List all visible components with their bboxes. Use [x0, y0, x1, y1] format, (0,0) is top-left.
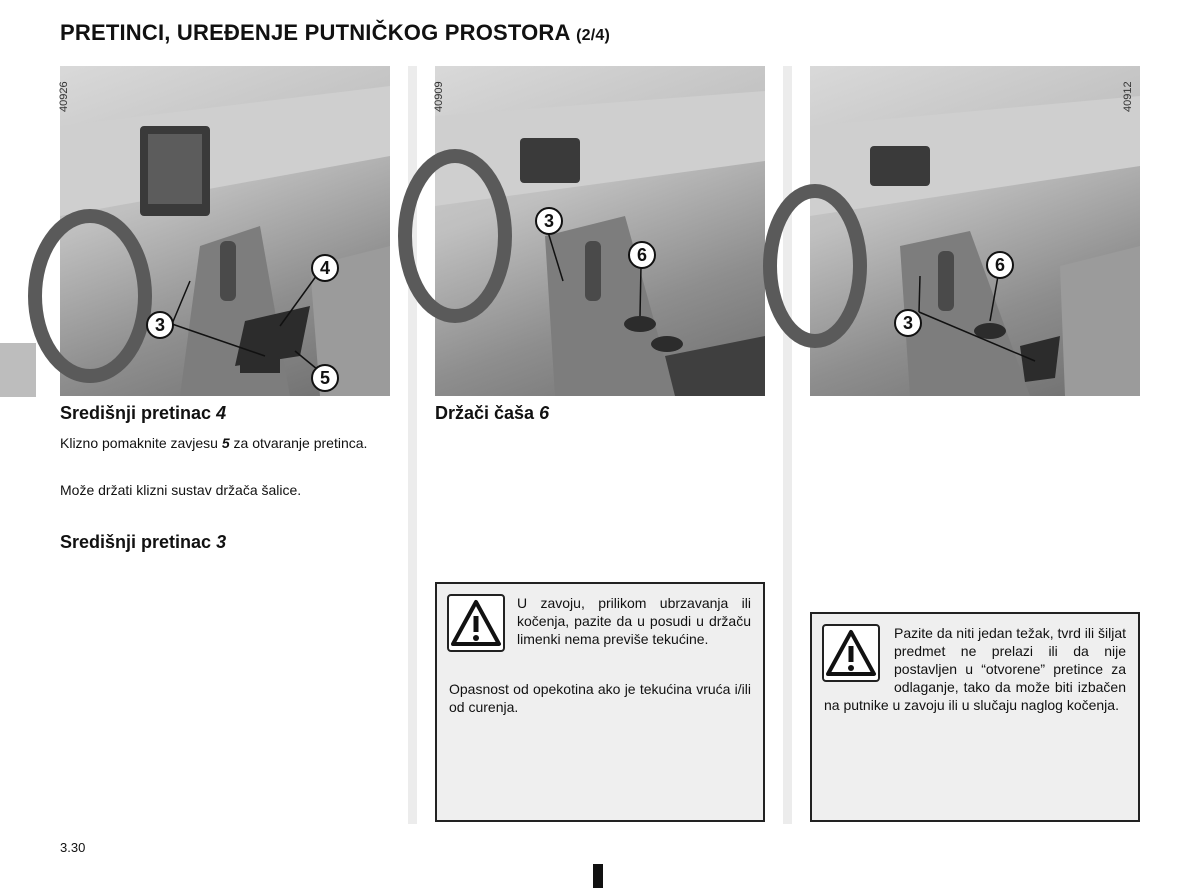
heading-text: Držači čaša: [435, 403, 540, 423]
heading-central-storage-4: [60, 403, 226, 424]
warning-box-objects: [810, 612, 1140, 822]
figure-center-console-storage: [60, 66, 390, 396]
warning-triangle-icon: [447, 594, 505, 652]
heading-central-storage-3: [60, 532, 226, 553]
warning-box-liquid: [435, 582, 765, 822]
warning-text-burn: Opasnost od opekotina ako je tekućina vruća i/ili od curenja.: [449, 681, 751, 715]
paragraph-text: za otvaranje pretinca.: [229, 435, 368, 451]
heading-ref: 4: [216, 403, 227, 423]
paragraph-slide-cover: [60, 434, 390, 452]
chapter-tab: [0, 343, 36, 397]
page-title-suffix: (2/4): [576, 27, 611, 44]
figure-cup-holders: [435, 66, 765, 396]
figure-storage-warning: [810, 66, 1140, 396]
page-number: 3.30: [60, 840, 86, 855]
paragraph-cup-holder-system: Može držati klizni sustav držača šalice.: [60, 482, 302, 498]
callout-3: 3: [894, 309, 922, 337]
paragraph-ref: 5: [221, 435, 230, 451]
column-divider: [783, 66, 792, 824]
figure-illustration: [435, 66, 765, 396]
callout-4: 4: [311, 254, 339, 282]
page-title-text: PRETINCI, UREĐENJE PUTNIČKOG PROSTORA: [60, 20, 570, 45]
figure-illustration: [810, 66, 1140, 396]
paragraph-text: Klizno pomaknite zavjesu: [60, 435, 222, 451]
heading-text: Središnji pretinac: [60, 532, 217, 552]
heading-cup-holders: [435, 403, 549, 424]
callout-5: 5: [311, 364, 339, 392]
page-marker: [593, 864, 603, 888]
figure-code: 40909: [433, 81, 445, 112]
callout-6: 6: [986, 251, 1014, 279]
callout-3: 3: [146, 311, 174, 339]
page-title: [60, 20, 610, 46]
heading-ref: 6: [539, 403, 550, 423]
heading-text: Središnji pretinac: [60, 403, 217, 423]
warning-text: U zavoju, prilikom ubrzavanja ili kočenja, pazite da u posudi u držaču limenki nema previše tekućine.: [517, 595, 751, 647]
heading-ref: 3: [216, 532, 227, 552]
callout-6: 6: [628, 241, 656, 269]
figure-code: 40926: [58, 81, 70, 112]
callout-3: 3: [535, 207, 563, 235]
figure-illustration: [60, 66, 390, 396]
warning-text: [824, 624, 1126, 714]
figure-code: 40912: [1122, 81, 1134, 112]
warning-text-content: Pazite da niti jedan težak, tvrd ili šiljat predmet ne prelazi ili da nije postavljen u “otvorene” pretince za odlaganje, tako da može biti izbačen na putnike u zavoju ili u slučaju naglog kočenja.: [824, 625, 1126, 713]
